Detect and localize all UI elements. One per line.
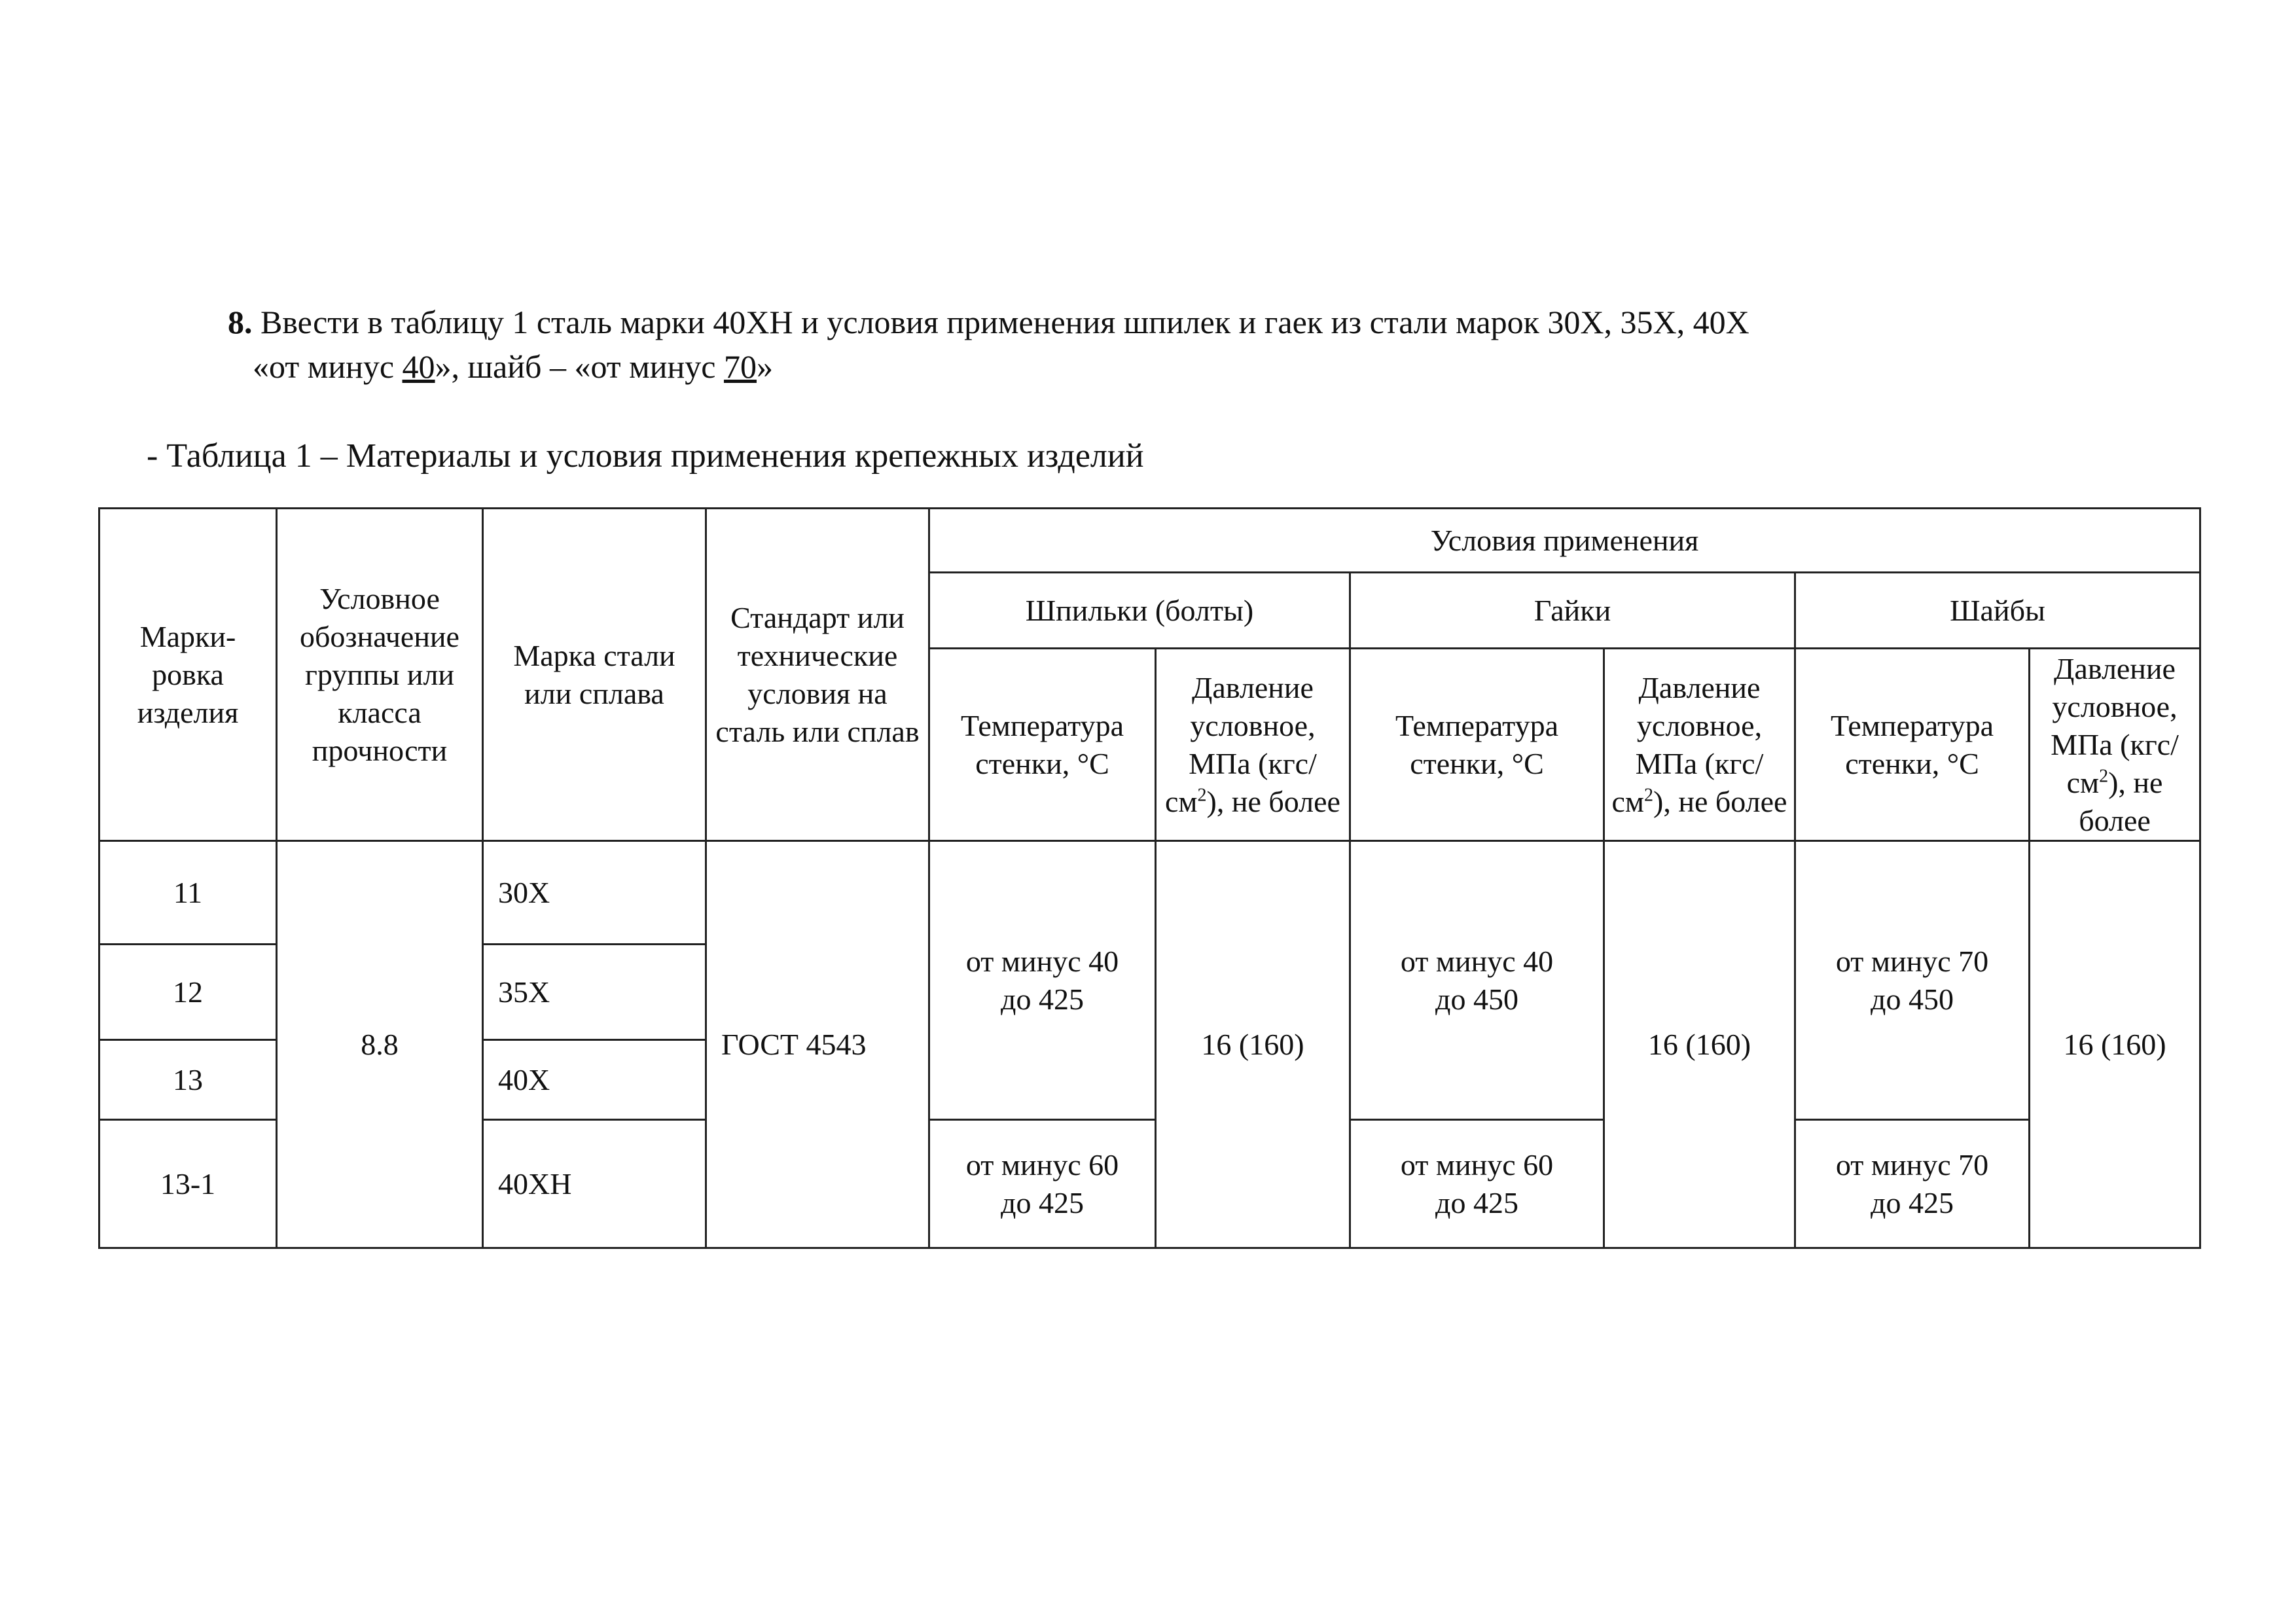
cell-nuts-pressure: 16 (160)	[1604, 841, 1795, 1248]
cell-washers-temp-bottom: от минус 70 до 425	[1795, 1120, 2030, 1248]
header-studs-pressure: Давление условное, МПа $(кгс/см^2)$, не более	[1156, 649, 1350, 841]
item-text-line1: Ввести в таблицу 1 сталь марки 40ХН и условия применения шпилек и гаек из стали марок 30Х, 35Х, 40Х	[260, 304, 1749, 340]
cell-nuts-temp-top: от минус 40 до 450	[1350, 841, 1604, 1120]
cell-marking: 13-1	[99, 1120, 277, 1248]
cell-studs-temp-bottom: от минус 60 до 425	[929, 1120, 1156, 1248]
cell-group: 8.8	[277, 841, 483, 1248]
underlined-value-40: 40	[402, 348, 435, 385]
header-nuts-pressure: Давление условное, МПа $(кгс/см^2)$, не более	[1604, 649, 1795, 841]
header-group: Условное обозначение группы или класса прочности	[277, 509, 483, 841]
cell-grade: 35Х	[483, 945, 706, 1040]
materials-table	[98, 507, 2201, 1249]
cell-standard: ГОСТ 4543	[706, 841, 929, 1248]
header-nuts-temp: Температура стенки, °С	[1350, 649, 1604, 841]
cell-grade: 40Х	[483, 1040, 706, 1120]
cell-marking: 11	[99, 841, 277, 945]
cell-studs-pressure: 16 (160)	[1156, 841, 1350, 1248]
header-washers: Шайбы	[1795, 573, 2200, 649]
header-studs-temp: Температура стенки, °С	[929, 649, 1156, 841]
amendment-item	[228, 300, 2113, 389]
cell-studs-temp-top: от минус 40 до 425	[929, 841, 1156, 1120]
table-caption: - Таблица 1 – Материалы и условия применения крепежных изделий	[147, 437, 1144, 475]
cell-grade: 30Х	[483, 841, 706, 945]
underlined-value-70: 70	[723, 348, 757, 385]
header-grade: Марка стали или сплава	[483, 509, 706, 841]
header-washers-temp: Температура стенки, °С	[1795, 649, 2030, 841]
header-studs: Шпильки (болты)	[929, 573, 1350, 649]
header-nuts: Гайки	[1350, 573, 1795, 649]
cell-grade: 40ХН	[483, 1120, 706, 1248]
cell-washers-pressure: 16 (160)	[2030, 841, 2200, 1248]
item-text-line2: «от минус 40», шайб – «от минус 70»	[253, 348, 773, 385]
header-conditions: Условия применения	[929, 509, 2200, 573]
item-number: 8.	[228, 304, 253, 340]
table-row	[99, 841, 2200, 945]
cell-washers-temp-top: от минус 70 до 450	[1795, 841, 2030, 1120]
cell-marking: 13	[99, 1040, 277, 1120]
header-marking: Марки-ровка изделия	[99, 509, 277, 841]
cell-marking: 12	[99, 945, 277, 1040]
cell-nuts-temp-bottom: от минус 60 до 425	[1350, 1120, 1604, 1248]
header-washers-pressure: Давление условное, МПа $(кгс/см^2)$, не более	[2030, 649, 2200, 841]
header-standard: Стандарт или технические условия на сталь или сплав	[706, 509, 929, 841]
